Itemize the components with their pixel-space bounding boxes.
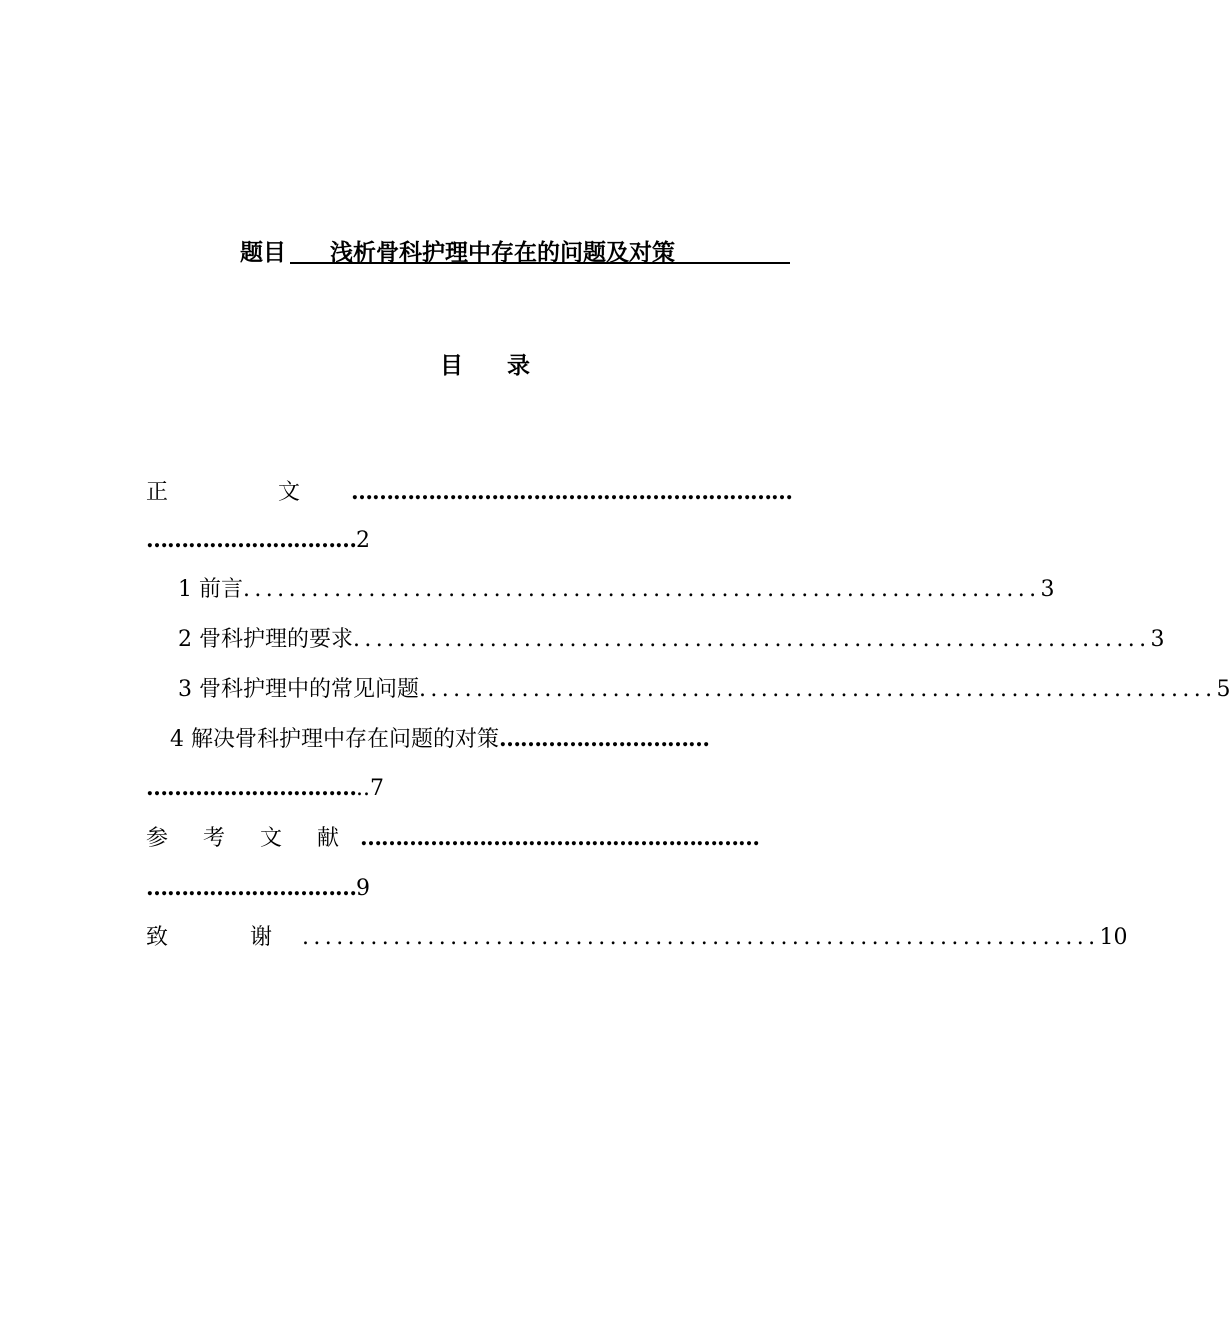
toc-leader-dots: ………………………… — [146, 875, 356, 901]
title-text: 浅析骨科护理中存在的问题及对策 — [330, 240, 675, 266]
toc-entry-page: ..7 — [356, 776, 384, 801]
document-title — [240, 232, 790, 268]
toc-entry-solutions[interactable] — [170, 724, 709, 755]
toc-entry-page: 10 — [1099, 925, 1128, 950]
toc-entry-label: 1 前言 — [178, 577, 243, 602]
toc-entry-label: 3 骨科护理中的常见问题 — [178, 677, 419, 702]
toc-entry-page: 5 — [1216, 677, 1231, 702]
toc-entry-page: 2 — [356, 528, 370, 553]
toc-entry-solutions-continued — [146, 773, 384, 804]
title-label: 题目 — [240, 240, 286, 266]
toc-entry-common-problems[interactable] — [178, 675, 1231, 705]
toc-entry-page: 3 — [1150, 627, 1165, 652]
toc-heading: 目 录 — [440, 353, 549, 379]
toc-entry-requirements[interactable] — [178, 625, 1165, 655]
toc-leader-dots: ...................................................................... — [243, 577, 1041, 602]
toc-leader-dots: ……………………………………………………… — [351, 479, 793, 505]
toc-leader-dots: ………………………… — [146, 527, 356, 553]
toc-entry-body[interactable] — [146, 477, 792, 508]
toc-entry-label: 2 骨科护理的要求 — [178, 627, 353, 652]
toc-entry-label: 参 考 文 献 — [146, 826, 353, 851]
toc-entry-label: 4 解决骨科护理中存在问题的对策 — [170, 727, 499, 752]
toc-leader-dots: ………………………… — [499, 726, 709, 752]
toc-leader-dots: ...................................................................... — [353, 627, 1151, 652]
toc-leader-dots: ………………………… — [146, 775, 356, 801]
toc-entry-label: 致 谢 — [146, 925, 303, 950]
toc-entry-references[interactable] — [146, 823, 759, 854]
toc-entry-label: 正 文 — [146, 480, 345, 505]
toc-entry-body-continued — [146, 525, 370, 556]
toc-entry-references-continued — [146, 873, 370, 904]
toc-entry-page: 3 — [1040, 577, 1055, 602]
toc-entry-acknowledgements[interactable] — [146, 923, 1128, 953]
toc-entry-preface[interactable] — [178, 575, 1055, 605]
toc-leader-dots: ………………………………………………… — [359, 825, 759, 851]
toc-entry-page: 9 — [356, 876, 370, 901]
toc-leader-dots: ...................................................................... — [419, 677, 1217, 702]
toc-leader-dots: ...................................................................... — [302, 925, 1100, 950]
